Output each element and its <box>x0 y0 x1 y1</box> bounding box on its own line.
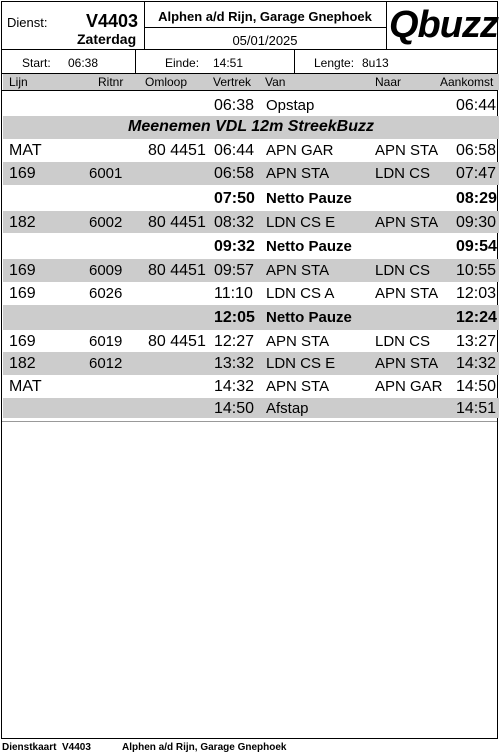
col-lijn: Lijn <box>9 75 28 89</box>
cell-aankomst: 13:27 <box>456 332 497 350</box>
dienst-number: V4403 <box>86 11 139 31</box>
header-location: Alphen a/d Rijn, Garage Gnephoek <box>158 9 372 24</box>
cell-naar: APN STA <box>375 285 439 302</box>
cell-naar: APN STA <box>375 355 439 372</box>
header-divider <box>2 49 497 50</box>
cell-van: LDN CS E <box>266 213 336 231</box>
cell-aankomst: 12:24 <box>456 309 497 326</box>
cell-vertrek: 11:10 <box>214 285 253 302</box>
cell-naar: LDN CS <box>375 262 431 279</box>
location-divider <box>144 27 386 28</box>
schedule-end-line <box>2 421 497 422</box>
cell-aankomst: 14:32 <box>456 355 497 372</box>
cell-ritnr: 6019 <box>89 332 123 350</box>
table-row <box>3 375 499 398</box>
table-row <box>3 330 499 352</box>
cell-vertrek: 06:58 <box>214 165 255 182</box>
cell-aankomst: 12:03 <box>456 285 497 302</box>
cell-van: APN STA <box>266 262 330 279</box>
cell-omloop: 80 4451 <box>148 213 206 231</box>
table-row <box>3 398 499 418</box>
cell-naar: APN STA <box>375 142 439 159</box>
cell-ritnr: 6012 <box>89 355 123 372</box>
cell-lijn: 169 <box>9 285 36 302</box>
cell-van: LDN CS A <box>266 285 335 302</box>
table-row <box>3 352 499 375</box>
cell-aankomst: 08:29 <box>456 189 497 207</box>
col-vertrek: Vertrek <box>213 75 252 89</box>
cell-vertrek: 12:05 <box>214 309 255 326</box>
cell-aankomst: 09:30 <box>456 213 497 231</box>
cell-ritnr: 6009 <box>89 262 123 279</box>
cell-vertrek: 08:32 <box>214 213 255 231</box>
table-row <box>3 139 499 162</box>
cell-aankomst: 07:47 <box>456 165 497 182</box>
header-date: 05/01/2025 <box>232 33 298 48</box>
col-aankomst: Aankomst <box>440 75 494 89</box>
header-vline-2 <box>386 2 387 49</box>
start-value: 06:38 <box>68 56 99 70</box>
cell-omloop: 80 4451 <box>148 332 206 350</box>
col-ritnr: Ritnr <box>98 75 124 89</box>
cell-aankomst: 06:58 <box>456 142 497 159</box>
cell-naar: LDN CS <box>375 165 431 182</box>
table-row <box>3 305 499 330</box>
cell-aankomst: 10:55 <box>456 262 497 279</box>
cell-van: Afstap <box>266 399 309 417</box>
cell-lijn: 169 <box>9 262 36 279</box>
cell-lijn: 182 <box>9 213 36 231</box>
info-vline-2 <box>294 49 295 73</box>
einde-value: 14:51 <box>213 56 244 70</box>
cell-van: APN STA <box>266 165 330 182</box>
cell-aankomst: 09:54 <box>456 237 497 255</box>
cell-vertrek: 06:44 <box>214 142 255 159</box>
cell-van: Netto Pauze <box>266 189 352 207</box>
cell-aankomst: 06:44 <box>456 96 497 114</box>
cell-van: APN STA <box>266 332 330 350</box>
col-naar: Naar <box>375 75 402 89</box>
cell-vertrek: 13:32 <box>214 355 255 372</box>
cell-van: Opstap <box>266 96 315 114</box>
footer-label: Dienstkaart <box>2 742 57 753</box>
dienst-label: Dienst: <box>7 15 48 30</box>
cell-naar: LDN CS <box>375 332 431 350</box>
cell-lijn: 182 <box>9 355 36 372</box>
cell-omloop: 80 4451 <box>148 262 206 279</box>
cell-vertrek: 12:27 <box>214 332 255 350</box>
cell-van: Netto Pauze <box>266 237 352 255</box>
cell-vertrek: 09:32 <box>214 237 255 255</box>
cell-naar: APN GAR <box>375 378 443 395</box>
table-row <box>3 185 499 211</box>
cell-ritnr: 6026 <box>89 285 123 302</box>
table-row <box>3 282 499 305</box>
table-row <box>3 233 499 259</box>
column-header-divider <box>2 90 497 91</box>
lengte-value: 8u13 <box>362 56 389 70</box>
cell-omloop: 80 4451 <box>148 142 206 159</box>
column-header-row <box>3 74 499 90</box>
cell-van: APN GAR <box>266 142 334 159</box>
qbuzz-logo: Qbuzz <box>389 4 498 46</box>
cell-vertrek: 06:38 <box>214 96 255 114</box>
table-row <box>3 94 499 116</box>
col-van: Van <box>265 75 286 89</box>
cell-lijn: 169 <box>9 165 36 182</box>
cell-ritnr: 6002 <box>89 213 123 231</box>
cell-lijn: 169 <box>9 332 36 350</box>
lengte-label: Lengte: <box>314 56 355 70</box>
footer-location: Alphen a/d Rijn, Garage Gnephoek <box>122 742 287 753</box>
cell-van: LDN CS E <box>266 355 336 372</box>
table-row <box>3 162 499 185</box>
vehicle-banner-text: Meenemen VDL 12m StreekBuzz <box>127 118 374 135</box>
col-omloop: Omloop <box>145 75 188 89</box>
dienst-day: Zaterdag <box>77 31 137 47</box>
cell-vertrek: 14:32 <box>214 378 255 395</box>
cell-vertrek: 07:50 <box>214 189 255 207</box>
cell-naar: APN STA <box>375 213 439 231</box>
cell-lijn: MAT <box>9 142 42 159</box>
cell-vertrek: 14:50 <box>214 399 255 417</box>
start-label: Start: <box>22 56 51 70</box>
cell-lijn: MAT <box>9 378 42 395</box>
info-vline-1 <box>135 49 136 73</box>
cell-aankomst: 14:50 <box>456 378 497 395</box>
cell-van: APN STA <box>266 378 330 395</box>
einde-label: Einde: <box>165 56 200 70</box>
cell-aankomst: 14:51 <box>456 399 497 417</box>
duty-card <box>1 1 498 739</box>
footer-dienst: V4403 <box>62 742 91 753</box>
cell-ritnr: 6001 <box>89 165 123 182</box>
table-row <box>3 211 499 233</box>
vehicle-banner-row <box>3 116 499 139</box>
cell-van: Netto Pauze <box>266 309 352 326</box>
cell-vertrek: 09:57 <box>214 262 255 279</box>
table-row <box>3 259 499 282</box>
